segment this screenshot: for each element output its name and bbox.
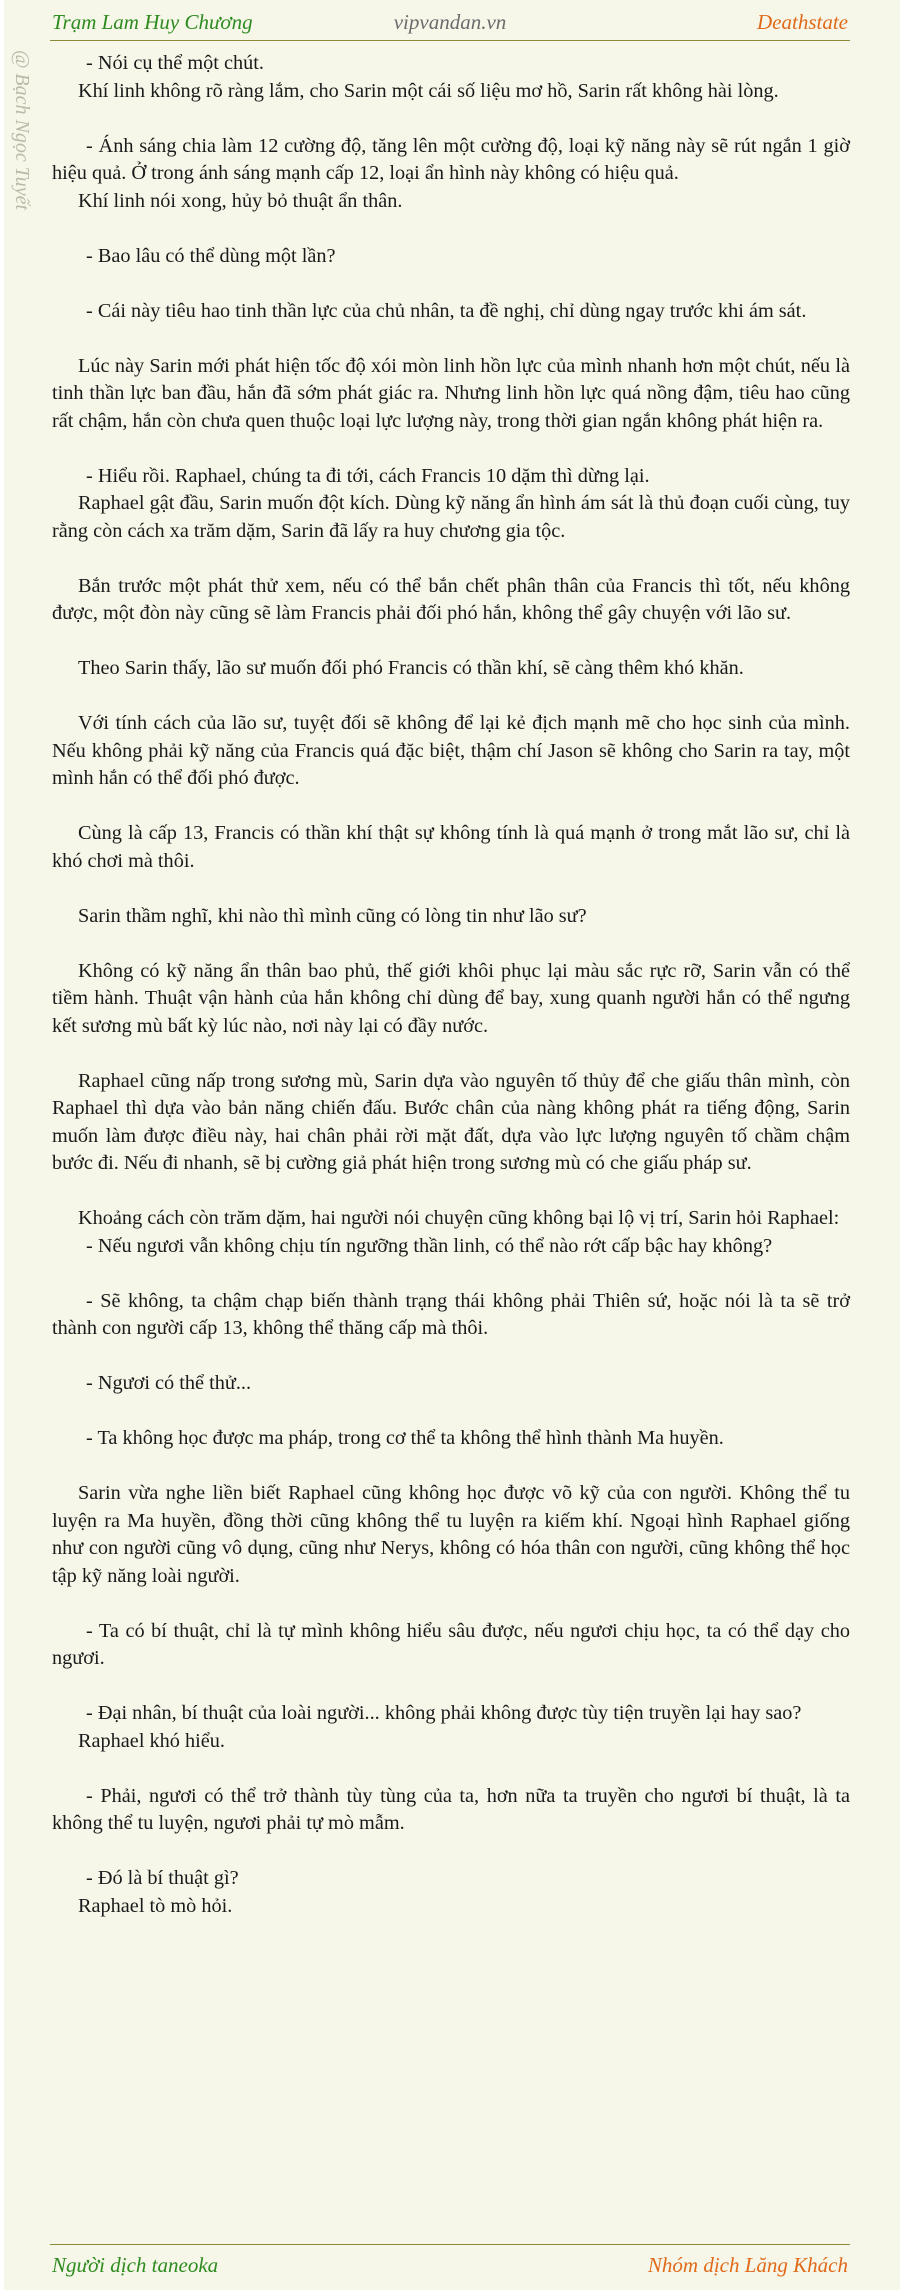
side-watermark-text: @ Bạch Ngọc Tuyết: [11, 50, 33, 211]
paragraph: - Đó là bí thuật gì?: [86, 1867, 239, 1889]
paragraph: - Ngươi có thể thử...: [86, 1372, 252, 1394]
paragraph: Khí linh không rõ ràng lắm, cho Sarin một cái số liệu mơ hồ, Sarin rất không hài lòng.: [78, 79, 779, 102]
footer-translator: Người dịch taneoka: [52, 2253, 219, 2277]
paragraph: - Đại nhân, bí thuật của loài người... không phải không được tùy tiện truyền lại hay sao?: [86, 1702, 802, 1724]
paragraph: Cùng là cấp 13, Francis có thần khí thật sự không tính là quá mạnh ở trong mắt lão sư, chỉ là khó chơi mà thôi.: [52, 822, 850, 872]
paragraph: - Hiểu rồi. Raphael, chúng ta đi tới, cách Francis 10 dặm thì dừng lại.: [86, 464, 650, 487]
paragraph: Raphael khó hiểu.: [78, 1729, 225, 1752]
paragraph: - Bao lâu có thể dùng một lần?: [86, 244, 336, 267]
paragraph: - Phải, ngươi có thể trở thành tùy tùng của ta, hơn nữa ta truyền cho ngươi bí thuật, là ta không thể tu luyện, ngươi phải tự mò mẫm.: [52, 1784, 850, 1834]
paragraph: Không có kỹ năng ẩn thân bao phủ, thế giới khôi phục lại màu sắc rực rỡ, Sarin vẫn có thể tiềm hành. Thuật vận hành của hắn không chỉ dùng để bay, xung quanh người hắn có thể ngưng kết sương mù bất kỳ lúc nào, nơi này lại có đầy nước.: [52, 959, 850, 1037]
header-url: vipvandan.vn: [393, 10, 507, 34]
paragraph: Với tính cách của lão sư, tuyệt đối sẽ không để lại kẻ địch mạnh mẽ cho học sinh của mình. Nếu không phải kỹ năng của Francis quá đặc biệt, thậm chí Jason sẽ không cho Sarin ra tay, một mình hắn có thể đối phó được.: [52, 712, 850, 789]
paragraph: - Ta không học được ma pháp, trong cơ thể ta không thể hình thành Ma huyền.: [86, 1427, 724, 1449]
paragraph: Bắn trước một phát thử xem, nếu có thể bắn chết phân thân của Francis thì tốt, nếu không được, một đòn này cũng sẽ làm Francis phải đối phó hắn, không thể gây chuyện với lão sư.: [52, 574, 850, 624]
side-watermark: [8, 50, 38, 260]
paragraph: - Sẽ không, ta chậm chạp biến thành trạng thái không phải Thiên sứ, hoặc nói là ta sẽ trở thành con người cấp 13, không thể thăng cấp mà thôi.: [52, 1289, 850, 1339]
paragraph: - Nếu ngươi vẫn không chịu tín ngưỡng thần linh, có thể nào rớt cấp bậc hay không?: [86, 1234, 773, 1257]
paragraph: Raphael tò mò hỏi.: [78, 1894, 233, 1917]
header-book-title: Deathstate: [757, 10, 848, 34]
paragraph: Theo Sarin thấy, lão sư muốn đối phó Francis có thần khí, sẽ càng thêm khó khăn.: [78, 657, 744, 679]
paragraph: - Ta có bí thuật, chỉ là tự mình không hiểu sâu được, nếu ngươi chịu học, ta có thể dạy cho ngươi.: [52, 1619, 850, 1669]
paragraph: Sarin vừa nghe liền biết Raphael cũng không học được võ kỹ của con người. Không thể tu luyện ra Ma huyền, đồng thời cũng không thể tu luyện ra kiếm khí. Ngoại hình Raphael giống như con người cũng vô dụng, cũng như Nerys, không có hóa thân con người, cũng không thể học tập kỹ năng loài người.: [52, 1482, 850, 1587]
paragraph: - Nói cụ thể một chút.: [86, 52, 264, 74]
footer-group: Nhóm dịch Lăng Khách: [647, 2253, 848, 2277]
paragraph: Raphael cũng nấp trong sương mù, Sarin dựa vào nguyên tố thủy để che giấu thân mình, còn Raphael thì dựa vào bản năng chiến đấu. Bước chân của nàng không phát ra tiếng động, Sarin muốn làm được điều này, hai chân phải rời mặt đất, dựa vào lực lượng nguyên tố chầm chậm bước đi. Nếu đi nhanh, sẽ bị cường giả phát hiện trong sương mù có che giấu pháp sư.: [52, 1069, 850, 1174]
paragraph: Khoảng cách còn trăm dặm, hai người nói chuyện cũng không bại lộ vị trí, Sarin hỏi Raphael:: [78, 1207, 840, 1229]
paragraph: - Cái này tiêu hao tinh thần lực của chủ nhân, ta đề nghị, chỉ dùng ngay trước khi ám sát.: [86, 299, 807, 322]
paragraph: Sarin thầm nghĩ, khi nào thì mình cũng có lòng tin như lão sư?: [78, 904, 587, 927]
paragraph: Raphael gật đầu, Sarin muốn đột kích. Dùng kỹ năng ẩn hình ám sát là thủ đoạn cuối cùng, tuy rằng còn cách xa trăm dặm, Sarin đã lấy ra huy chương gia tộc.: [52, 492, 850, 542]
paragraph: Khí linh nói xong, hủy bỏ thuật ẩn thân.: [78, 189, 403, 212]
chapter-text: [52, 50, 850, 1920]
page-header: [50, 6, 850, 41]
page-footer: [50, 2244, 850, 2281]
paragraph: Lúc này Sarin mới phát hiện tốc độ xói mòn linh hồn lực của mình nhanh hơn một chút, nếu là tinh thần lực ban đầu, hắn đã sớm phát giác ra. Nhưng linh hồn lực quá nồng đậm, tiêu hao cũng rất chậm, hắn còn chưa quen thuộc loại lực lượng này, trong thời gian ngắn không phát hiện ra.: [52, 354, 850, 432]
left-border: [0, 0, 4, 2290]
paragraph: - Ánh sáng chia làm 12 cường độ, tăng lên một cường độ, loại kỹ năng này sẽ rút ngắn 1 giờ hiệu quả. Ở trong ánh sáng mạnh cấp 12, loại ẩn hình này không có hiệu quả.: [52, 134, 850, 184]
header-site-name: Trạm Lam Huy Chương: [52, 10, 253, 34]
